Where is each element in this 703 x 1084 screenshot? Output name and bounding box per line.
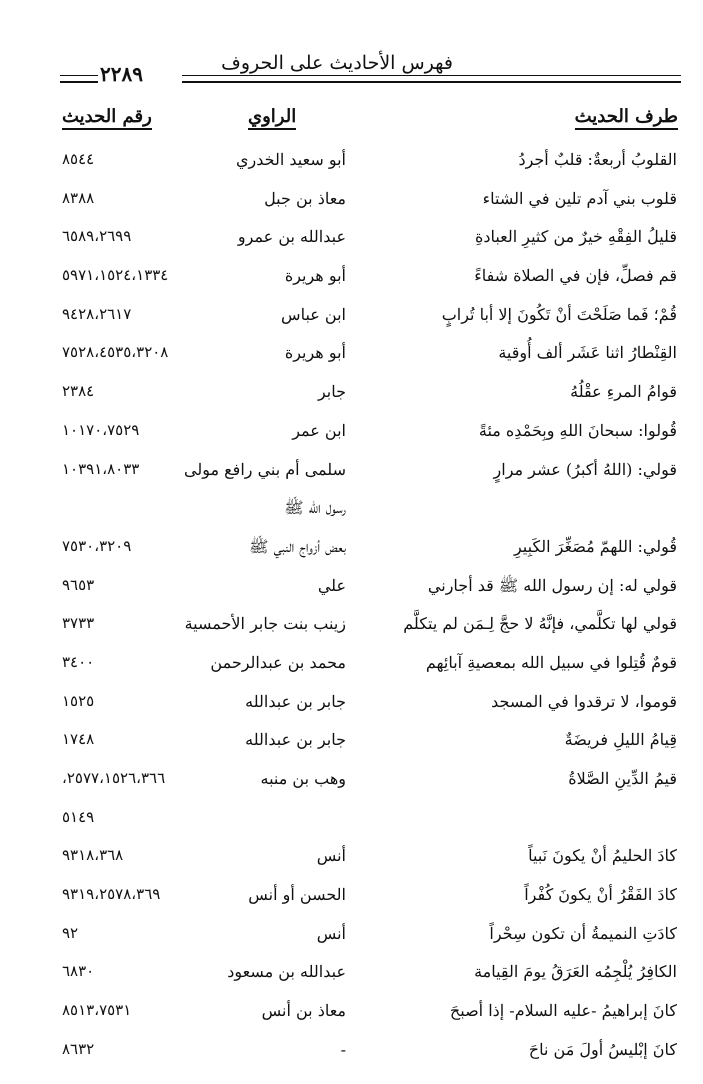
hadith-cell: قليلُ الفِقْهِ خيرٌ من كثيرِ العبادةِ [474,227,677,247]
hadith-number-cell: ٨٥١٣،٧٥٣١ [62,1001,132,1020]
hadith-number-cell: ٧٥٣٠،٣٢٠٩ [62,536,132,555]
narrator-cell: عبدالله بن عمرو [237,227,346,247]
hadith-number-cell: ١٥٢٥ [62,691,95,710]
hadith-number-cell: ٥٩٧١،١٥٢٤،١٣٣٤ [62,266,169,285]
hadith-number-cell: ٩٦٥٣ [62,575,95,594]
table-row [0,997,703,1036]
hadith-number-cell: ٨٦٣٢ [62,1039,95,1058]
table-row [0,301,703,340]
narrator-cell: أبو هريرة [284,266,346,286]
hadith-number-cell: ٣٧٣٣ [62,614,95,633]
hadith-number-cell: ٩٤٢٨،٢٦١٧ [62,304,132,323]
narrator-cell: بعض أزواج النبي ﷺ [249,536,346,556]
hadith-number-cell: ١٠٣٩١،٨٠٣٣ [62,459,140,478]
hadith-number-cell: ٢٥٧٧،١٥٢٦،٣٦٦، [62,769,166,787]
table-row [0,958,703,997]
hadith-cell: قيمُ الدِّينِ الصَّلاةُ [568,769,677,788]
table-row [0,726,703,765]
narrator-cell: وهب بن منبه [260,769,346,788]
hadith-number-cell: ١٠١٧٠،٧٥٢٩ [62,420,140,439]
hadith-number-cell: ٦٨٣٠ [62,962,95,981]
narrator-cell: أبو سعيد الخدري [236,150,346,169]
page-header [62,52,681,86]
hadith-number-cell: ٥١٤٩ [62,807,95,826]
hadith-cell: الكافِرُ يُلْجِمُه العَرَقُ يومَ القِيامة [474,962,677,982]
table-row [0,649,703,688]
hadith-number-cell: ٩٣١٩،٢٥٧٨،٣٦٩ [62,885,161,904]
hadith-cell: كادَ الحليمُ أنْ يكونَ نَبياً [528,846,677,866]
narrator-cell: جابر [317,382,346,402]
hadith-cell: كانَ إبْليسُ أولَ مَن ناحَ [528,1039,677,1059]
hadith-cell: قِيامُ الليلِ فريضَةٌ [564,730,677,750]
header-rule [182,75,681,83]
header-title: فهرس الأحاديث على الحروف [221,52,453,74]
table-row [0,417,703,456]
page-number: ٢٢٨٩ [100,62,143,86]
table-row [0,765,703,804]
column-header-hadith: طرف الحديث [575,106,678,130]
hadith-cell: قم فصلِّ، فإن في الصلاة شفاءً [474,266,677,286]
table-row [0,378,703,417]
hadith-cell: قومٌ قُتِلوا في سبيل الله بمعصيةِ آبائِهم [425,652,677,672]
table-row [0,533,703,572]
narrator-cell: رسول الله ﷺ [284,498,346,518]
hadith-cell: قولي: (اللهُ أكبرُ) عشر مرارٍ [493,459,677,479]
hadith-cell: القلوبُ أربعةٌ: قلبٌ أجردُ [518,150,677,169]
hadith-cell: قوامُ المرءِ عقْلُهُ [570,382,677,402]
hadith-cell: قوموا، لا ترقدوا في المسجد [491,691,677,711]
narrator-cell: معاذ بن أنس [261,1001,346,1021]
hadith-cell: كادَ الفَقْرُ أنْ يكونَ كُفْراً [524,885,677,905]
table-row [0,920,703,959]
narrator-cell: أنس [316,846,346,866]
hadith-cell: قولي له: إن رسول الله ﷺ قد أجارني [427,575,677,595]
table-row [0,262,703,301]
hadith-number-cell: ٩٢ [62,923,79,942]
hadith-cell: قُولوا: سبحانَ اللهِ وبِحَمْدِه مئةً [478,420,677,440]
column-header-number: رقم الحديث [62,106,152,130]
table-row [0,494,703,533]
hadith-number-cell: ٨٥٤٤ [62,150,95,168]
table-row [0,881,703,920]
hadith-cell: كادَتِ النميمةُ أن تكون سِحْراً [489,923,677,943]
hadith-number-cell: ٦٥٨٩،٢٦٩٩ [62,227,132,246]
narrator-cell: أبو هريرة [284,343,346,363]
narrator-cell: سلمى أم بني رافع مولى [184,459,346,479]
narrator-cell: محمد بن عبدالرحمن [210,652,346,672]
table-row [0,688,703,727]
hadith-index-table [0,146,703,1075]
table-row [0,339,703,378]
narrator-cell: ابن عمر [292,420,346,440]
narrator-cell: عبدالله بن مسعود [227,962,346,982]
narrator-cell: ابن عباس [281,304,346,324]
table-row [0,1036,703,1075]
hadith-cell: قلوب بني آدم تلين في الشتاء [482,188,677,208]
hadith-number-cell: ٨٣٨٨ [62,188,95,207]
narrator-cell: أنس [316,923,346,943]
table-row [0,223,703,262]
narrator-cell: الحسن أو أنس [248,885,346,905]
table-row [0,572,703,611]
hadith-number-cell: ٣٤٠٠ [62,652,95,671]
narrator-cell: علي [317,575,346,595]
narrator-cell: - [340,1039,346,1059]
table-row [0,804,703,843]
narrator-cell: جابر بن عبدالله [245,730,346,750]
narrator-cell: جابر بن عبدالله [245,691,346,711]
table-row [0,456,703,495]
table-row [0,185,703,224]
page-number-rule [60,75,98,83]
hadith-cell: القِنْطارُ اثنا عَشَر ألف أُوقية [498,343,677,363]
column-header-narrator: الراوي [248,106,296,130]
table-row [0,146,703,185]
hadith-cell: قولي لها تكلَّمي، فإنَّهُ لا حجَّ لِـمَن لم يتكلَّم [403,614,677,634]
narrator-cell: زينب بنت جابر الأحمسية [184,614,346,634]
table-row [0,842,703,881]
hadith-cell: كانَ إبراهيمُ -عليه السلام- إذا أصبحَ [449,1001,677,1021]
hadith-cell: قُمْ؛ فَما صَلَحْتَ أنْ تَكُونَ إلا أبا تُرابٍ [441,304,677,324]
table-row [0,610,703,649]
hadith-number-cell: ٢٣٨٤ [62,382,95,401]
hadith-number-cell: ١٧٤٨ [62,730,95,749]
hadith-cell: قُولي: اللهمّ مُصَغِّرَ الكَبِيرِ [513,536,677,556]
hadith-number-cell: ٧٥٢٨،٤٥٣٥،٣٢٠٨ [62,343,169,362]
hadith-number-cell: ٩٣١٨،٣٦٨ [62,846,124,865]
narrator-cell: معاذ بن جبل [264,188,346,208]
column-headers [0,106,703,136]
